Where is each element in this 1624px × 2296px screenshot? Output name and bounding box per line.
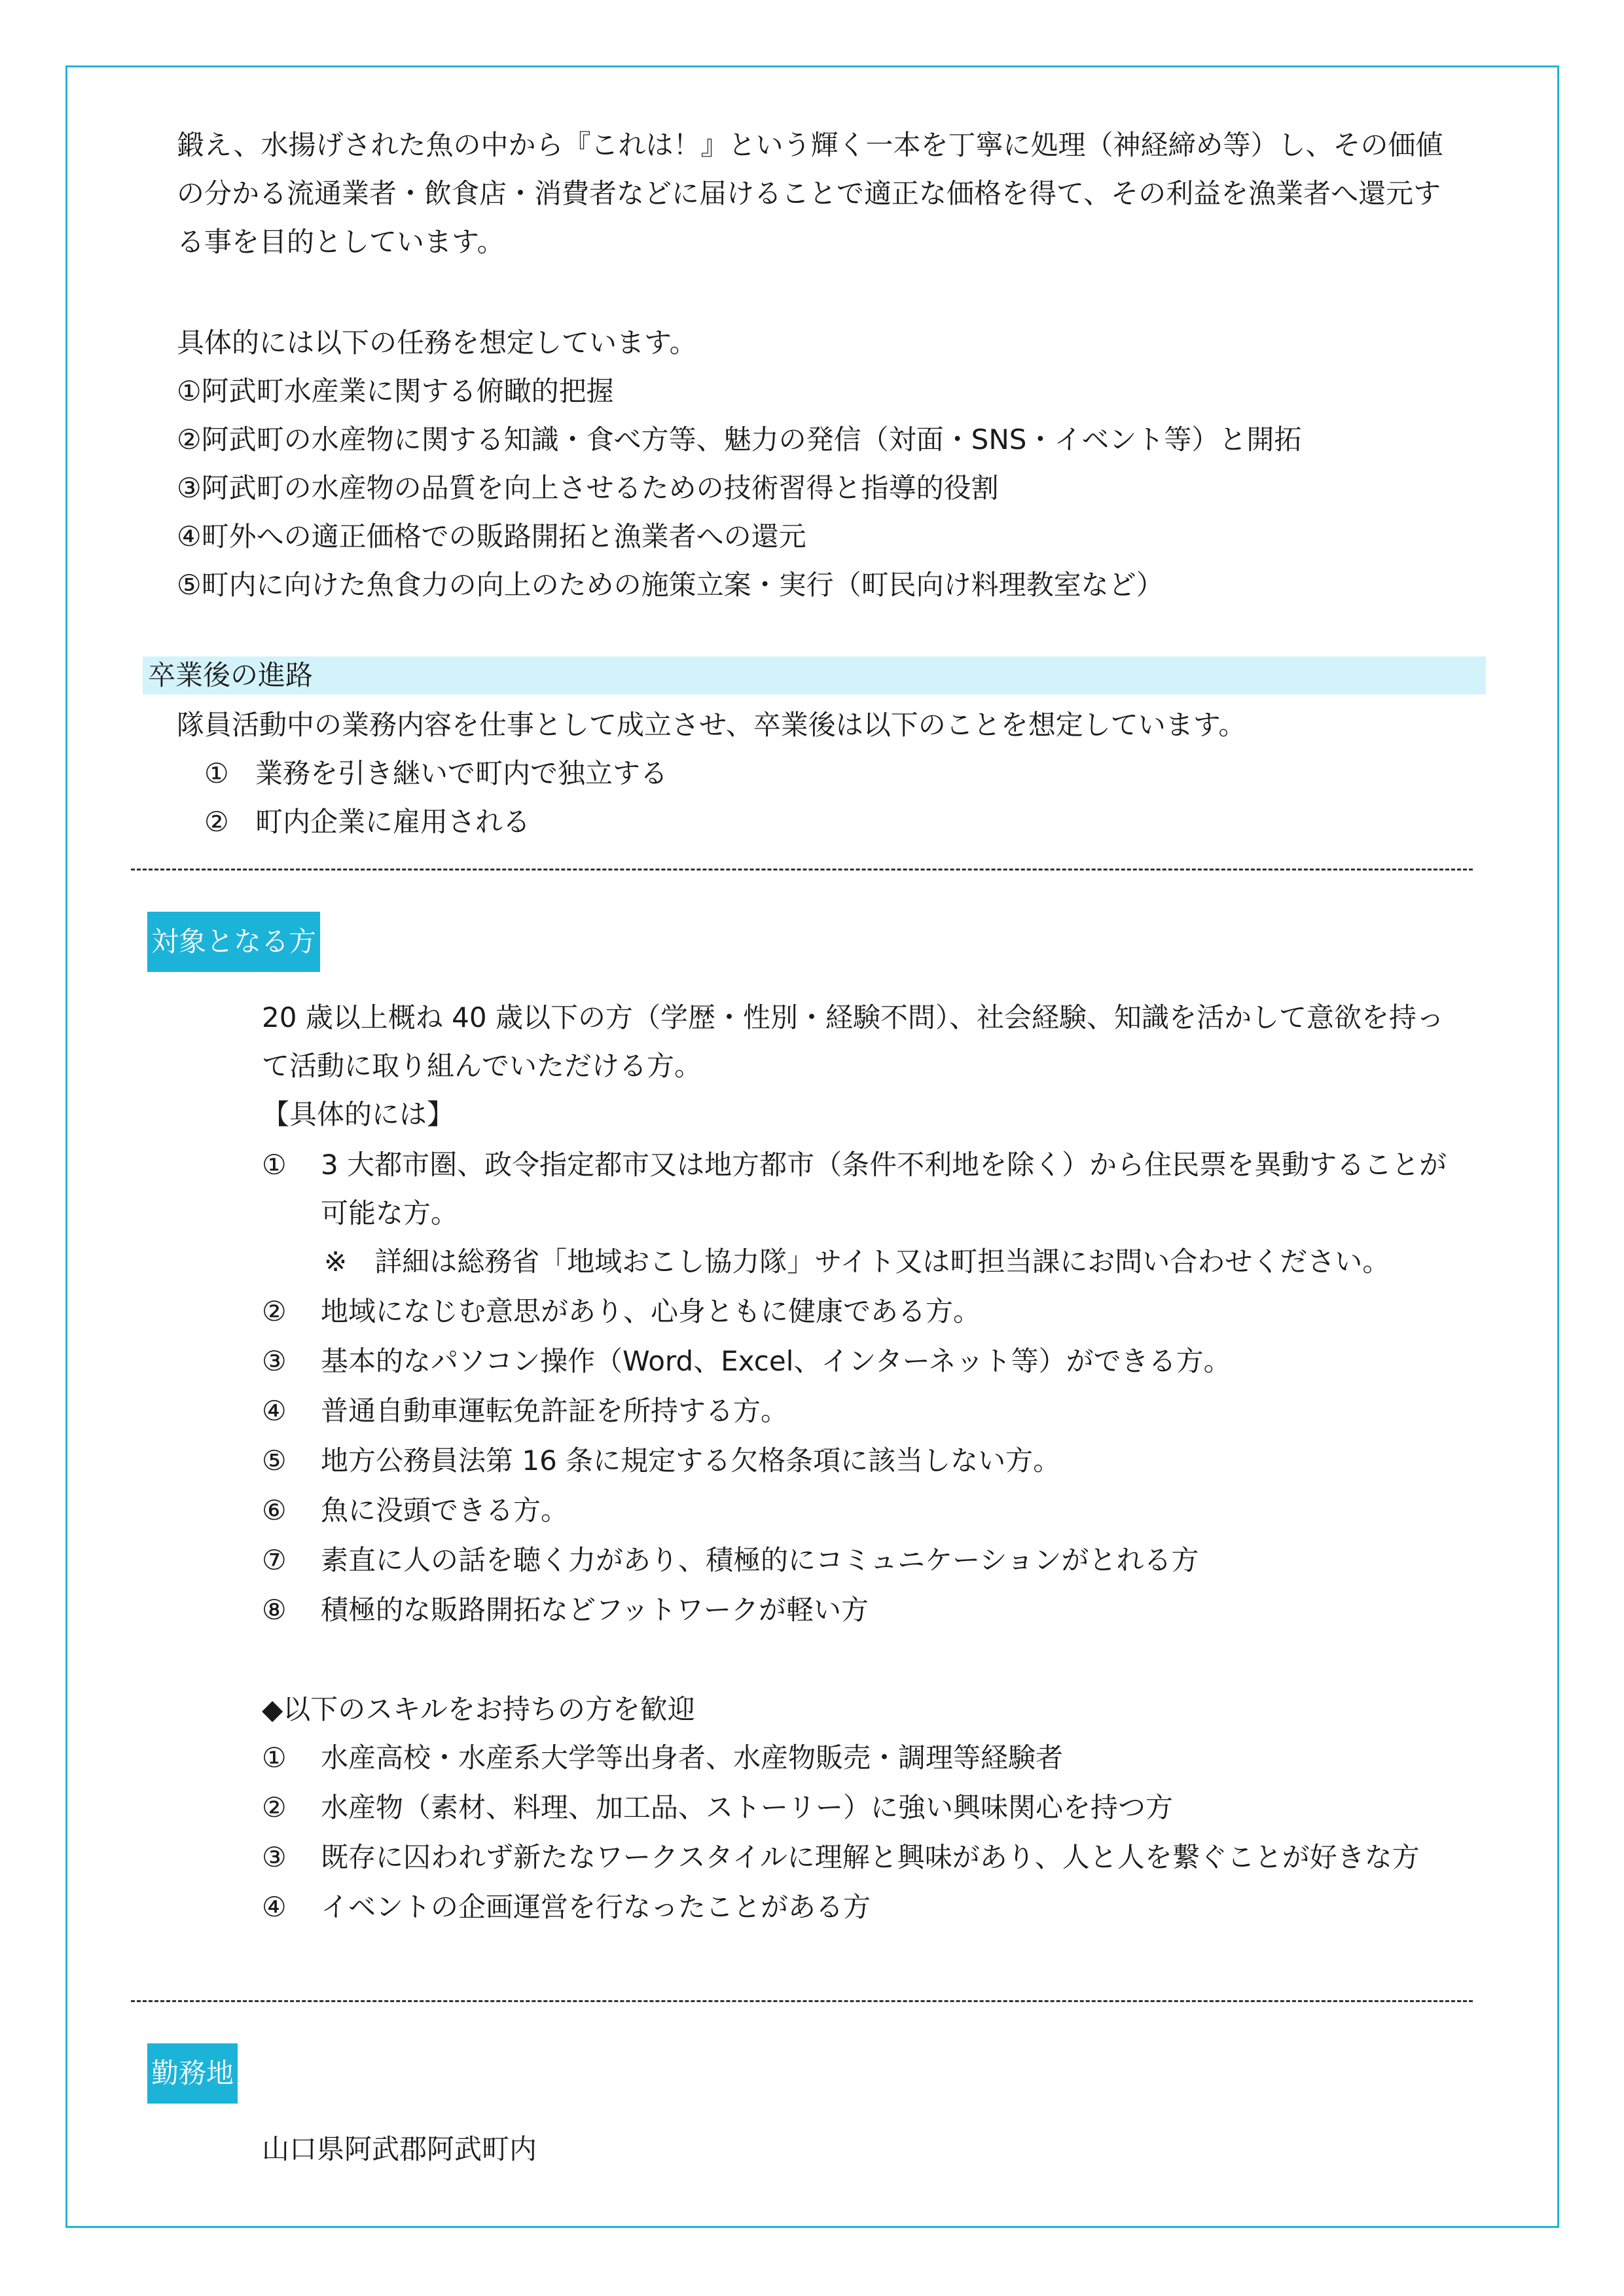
list-item: 可能な方。 — [321, 1197, 459, 1229]
section-divider — [131, 2000, 1473, 2002]
target-section-tag: 対象となる方 — [147, 912, 320, 972]
target-lead: て活動に取り組んでいただける方。 — [262, 1050, 702, 1082]
tasks-heading: 具体的には以下の任務を想定しています。 — [177, 327, 697, 359]
list-item: 素直に人の話を聴く力があり、積極的にコミュニケーションがとれる方 — [321, 1544, 1199, 1576]
section-divider — [131, 869, 1473, 870]
list-item: 魚に没頭できる方。 — [321, 1494, 569, 1526]
list-item: 水産高校・水産系大学等出身者、水産物販売・調理等経験者 — [321, 1742, 1064, 1774]
intro-line: 鍛え、水揚げされた魚の中から『これは！』という輝く一本を丁寧に処理（神経締め等）し、その価値 — [177, 129, 1443, 161]
list-item: 地域になじむ意思があり、心身ともに健康である方。 — [321, 1295, 981, 1327]
task-item: ④町外への適正価格での販路開拓と漁業者への還元 — [177, 520, 806, 552]
list-number: ④ — [262, 1891, 287, 1923]
list-number: ① — [262, 1149, 287, 1181]
list-number: ① — [204, 757, 229, 789]
list-number: ⑦ — [262, 1544, 287, 1576]
workplace-value: 山口県阿武郡阿武町内 — [262, 2133, 537, 2165]
list-number: ① — [262, 1742, 287, 1774]
list-number: ③ — [262, 1345, 287, 1377]
list-number: ② — [204, 806, 229, 838]
list-note: ※ 詳細は総務省「地域おこし協力隊」サイト又は町担当課にお問い合わせください。 — [324, 1246, 1390, 1278]
list-number: ⑧ — [262, 1594, 287, 1626]
list-number: ⑤ — [262, 1444, 287, 1477]
list-number: ③ — [262, 1841, 287, 1873]
list-number: ⑥ — [262, 1494, 287, 1526]
list-item: 基本的なパソコン操作（Word、Excel、インターネット等）ができる方。 — [321, 1345, 1231, 1377]
list-item: 水産物（素材、料理、加工品、ストーリー）に強い興味関心を持つ方 — [321, 1791, 1174, 1823]
welcome-heading: ◆以下のスキルをお持ちの方を歓迎 — [262, 1693, 695, 1725]
task-item: ⑤町内に向けた魚食力の向上のための施策立案・実行（町民向け料理教室など） — [177, 569, 1164, 601]
list-item: 普通自動車運転免許証を所持する方。 — [321, 1395, 789, 1427]
target-sub-heading: 【具体的には】 — [262, 1098, 455, 1130]
list-item: 業務を引き継いで町内で独立する — [255, 757, 668, 789]
after-graduation-lead: 隊員活動中の業務内容を仕事として成立させ、卒業後は以下のことを想定しています。 — [177, 709, 1246, 741]
list-number: ② — [262, 1791, 287, 1823]
list-item: 既存に囚われず新たなワークスタイルに理解と興味があり、人と人を繋ぐことが好きな方 — [321, 1841, 1420, 1873]
list-item: 地方公務員法第 16 条に規定する欠格条項に該当しない方。 — [321, 1444, 1061, 1477]
intro-line: の分かる流通業者・飲食店・消費者などに届けることで適正な価格を得て、その利益を漁業者へ還元す — [177, 177, 1441, 209]
list-item: 積極的な販路開拓などフットワークが軽い方 — [321, 1594, 869, 1626]
list-item: 町内企業に雇用される — [255, 806, 531, 838]
intro-line: る事を目的としています。 — [177, 226, 505, 258]
workplace-section-tag: 勤務地 — [147, 2043, 238, 2104]
after-graduation-heading: 卒業後の進路 — [148, 659, 314, 691]
list-item: 3 大都市圏、政令指定都市又は地方都市（条件不利地を除く）から住民票を異動することが — [321, 1149, 1447, 1181]
task-item: ②阿武町の水産物に関する知識・食べ方等、魅力の発信（対面・SNS・イベント等）と開拓 — [177, 423, 1302, 456]
task-item: ③阿武町の水産物の品質を向上させるための技術習得と指導的役割 — [177, 472, 999, 504]
list-number: ② — [262, 1295, 287, 1327]
list-number: ④ — [262, 1395, 287, 1427]
task-item: ①阿武町水産業に関する俯瞰的把握 — [177, 375, 614, 407]
list-item: イベントの企画運営を行なったことがある方 — [321, 1891, 871, 1923]
target-lead: 20 歳以上概ね 40 歳以下の方（学歴・性別・経験不問）、社会経験、知識を活かして意欲を持っ — [262, 1001, 1444, 1033]
section-heading-bar — [143, 656, 1486, 694]
